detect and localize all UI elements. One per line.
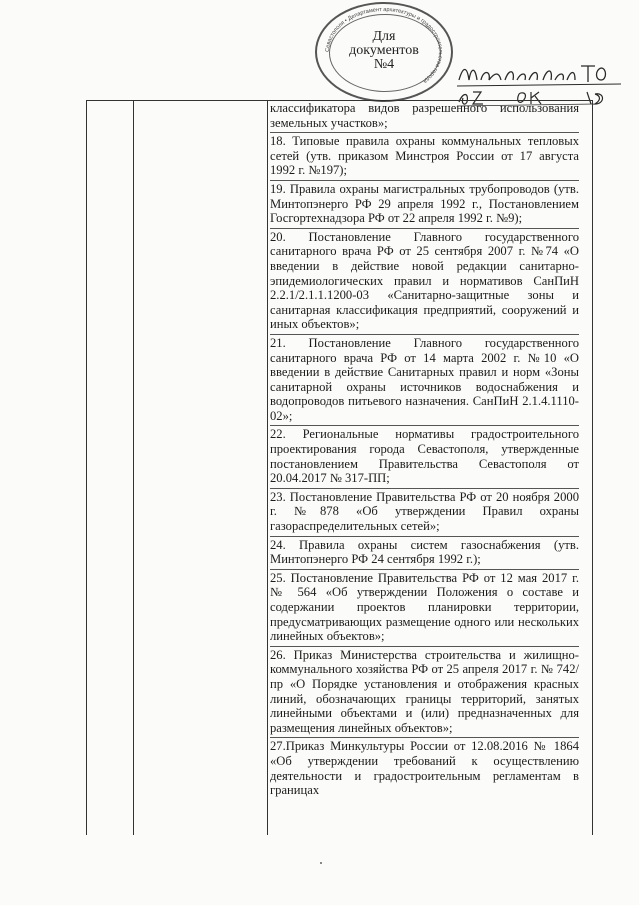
list-item-text: 27.Приказ Минкультуры России от 12.08.2016 № 1864 «Об утверждении требований к осуществлению деятельности и градостроительным регламентам в границах <box>270 739 579 798</box>
list-item-text: классификатора видов разрешенного использования земельных участков»; <box>270 101 579 130</box>
list-item-text: 26. Приказ Министерства строительства и жилищно-коммунального хозяйства РФ от 25 апреля 2017 г. № 742/пр «О Порядке установления и отображения красных линий, обозначающих границы территорий, занятых линейными объектами и (или) предназначенных для размещения линейных объектов»; <box>270 647 579 735</box>
list-item-27 <box>270 739 579 799</box>
list-item-text: 23. Постановление Правительства РФ от 20 ноября 2000 г. №878 «Об утверждении Правил охраны газораспределительных сетей»; <box>270 489 579 534</box>
list-item-21 <box>270 336 579 427</box>
list-item-text: 20. Постановление Главного государственного санитарного врача РФ от 25 сентября 2007 г. №74 «О введении в действие новой редакции санитарно-эпидемиологических правил и нормативов СанПиН 2.2.1/2.1.1.1200-03 «Санитарно-защитные зоны и санитарная классификация предприятий, сооружений и иных объектов»; <box>270 229 579 332</box>
stamp-caption <box>317 30 451 72</box>
document-stamp <box>315 2 453 102</box>
stamp-line-1: Для <box>372 29 396 44</box>
normative-documents-list <box>270 101 579 801</box>
list-item-20 <box>270 230 579 335</box>
list-item-continuation <box>270 101 579 133</box>
list-item-text: 21. Постановление Главного государственного санитарного врача РФ от 14 марта 2002 г. №10 «О введении в действие Санитарных правил и норм «Зоны санитарной охраны источников водоснабжения и водопроводов питьевого назначения. СанПиН 2.1.4.1110-02»; <box>270 335 579 423</box>
list-item-text: 25. Постановление Правительства РФ от 12 мая 2017 г. № 564 «Об утверждении Положения о составе и содержании проектов планировки территории, предусматривающих размещение одного или нескольких линейных объектов»; <box>270 570 579 644</box>
list-item-24 <box>270 538 579 570</box>
list-item-text: 18. Типовые правила охраны коммунальных тепловых сетей (утв. приказом Минстроя России от 17 августа 1992 г. №197); <box>270 134 579 178</box>
list-item-19 <box>270 182 579 229</box>
list-item-text: 19. Правила охраны магистральных трубопроводов (утв. Минтопэнерго РФ 29 апреля 1992 г., Постановлением Госгортехнадзора РФ от 22 апреля 1992 г. №9); <box>270 181 579 226</box>
stamp-line-2: документов <box>349 43 419 58</box>
stamp-line-3: №4 <box>373 57 395 72</box>
list-item-25 <box>270 571 579 647</box>
list-item-18 <box>270 134 579 181</box>
list-item-22 <box>270 427 579 488</box>
column-divider-1 <box>133 101 134 835</box>
list-item-text: 22. Региональные нормативы градостроительного проектирования города Севастополя, утвержденные постановлением Правительства Севастополя от 20.04.2017 № 317-ПП; <box>270 427 579 486</box>
svg-text:Севастополя • Департамент архи: Севастополя • Департамент архитектуры и градостроительства города <box>324 6 444 85</box>
list-item-text: 24. Правила охраны систем газоснабжения (утв. Минтопэнерго РФ 24 сентября 1992 г.); <box>270 537 579 567</box>
list-item-26 <box>270 648 579 739</box>
column-divider-2 <box>267 101 268 835</box>
list-item-23 <box>270 490 579 537</box>
scan-speck <box>320 862 322 864</box>
